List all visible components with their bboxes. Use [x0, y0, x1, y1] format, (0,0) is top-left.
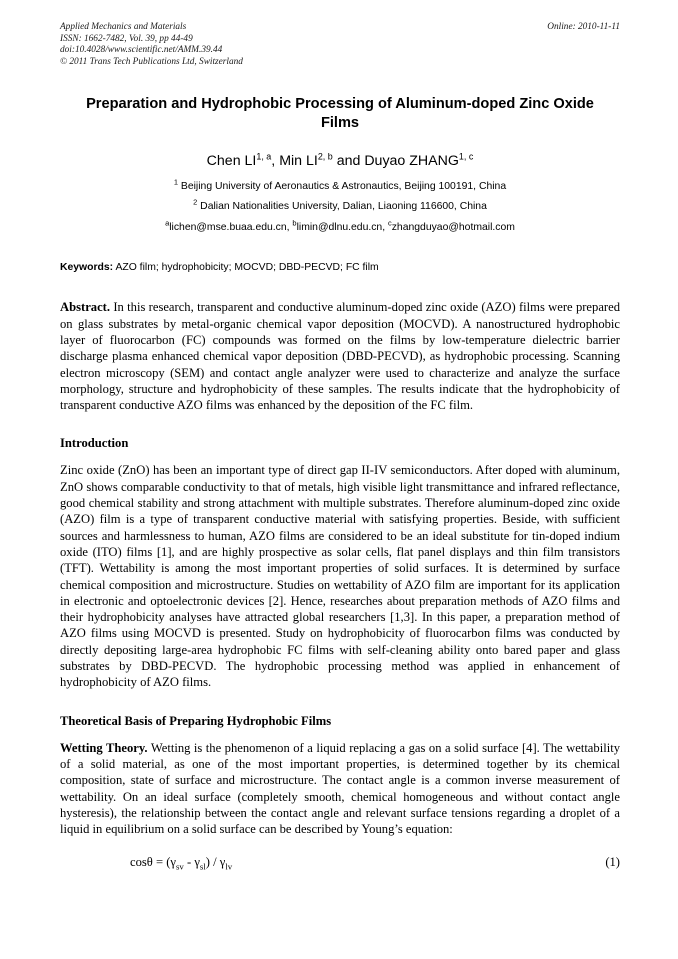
section-heading-introduction: Introduction — [60, 436, 129, 451]
author-separator-2: and — [332, 153, 365, 170]
affiliation-1-text: Beijing University of Aeronautics & Astronautics, Beijing 100191, China — [178, 181, 507, 193]
journal-doi: doi:10.4028/www.scientific.net/AMM.39.44 — [60, 45, 223, 56]
author-1-name: Chen LI — [206, 153, 257, 170]
journal-header — [60, 22, 620, 68]
wetting-theory-paragraph — [60, 740, 620, 838]
keywords-line — [60, 261, 620, 275]
section-heading-theoretical-basis: Theoretical Basis of Preparing Hydrophobic Films — [60, 713, 332, 728]
email-2[interactable]: limin@dlnu.edu.cn, — [296, 222, 388, 234]
affiliation-2-marker: 2 — [193, 197, 198, 207]
equation-subscript-sl: sl — [199, 861, 206, 872]
equation-1-row — [60, 855, 620, 875]
abstract-label: Abstract. — [60, 300, 111, 315]
affiliation-2-text: Dalian Nationalities University, Dalian, Liaoning 116600, China — [197, 201, 487, 213]
equation-subscript-lv: lv — [225, 861, 233, 872]
abstract-text: In this research, transparent and conductive aluminum-doped zinc oxide (AZO) films were prepared on glass substrates by metal-organic chemical vapor deposition (MOCVD). A nanostructured hydrophobic layer of fluorocarbon (FC) compounds was formed on the films by low-temperature dielectric barrier discharge plasma enhanced chemical vapor deposition (DBD-PECVD), as hydrophobic processing. Scanning electron microscopy (SEM) and contact angle analyzer were used to characterize and analyze the surface morphology, structure and hydrophobicity of these samples. The results indicate that the hydrophobicity of transparent conductive AZO films was enhanced by the deposition of the FC film. — [60, 300, 620, 413]
email-3-marker: c — [388, 218, 392, 228]
equation-tail: ) / γ — [205, 855, 226, 870]
author-list — [60, 152, 620, 170]
author-1-affil-marker: 1, a — [256, 151, 272, 162]
equation-lhs: cosθ = (γ — [130, 855, 176, 870]
author-2-name: Min LI — [279, 153, 318, 170]
affiliation-1 — [60, 177, 620, 193]
keywords-value: AZO film; hydrophobicity; MOCVD; DBD-PECVD; FC film — [113, 262, 379, 274]
journal-name: Applied Mechanics and Materials — [60, 22, 187, 32]
affiliation-2 — [60, 197, 620, 213]
abstract-paragraph — [60, 299, 620, 413]
equation-subscript-sv: sv — [175, 861, 184, 872]
email-3[interactable]: zhangduyao@hotmail.com — [391, 222, 515, 234]
page-title: Preparation and Hydrophobic Processing of Aluminum-doped Zinc Oxide Films — [86, 96, 594, 132]
email-1[interactable]: lichen@mse.buaa.edu.cn, — [169, 222, 293, 234]
author-2-affil-marker: 2, b — [317, 151, 333, 162]
email-1-marker: a — [165, 218, 170, 228]
wetting-theory-text: Wetting is the phenomenon of a liquid replacing a gas on a solid surface [4]. The wettability of a solid material, as one of the most important properties, is determined together by its chemical composition, state of surface and microstructure. The contact angle is a common inverse measurement of wettability. On an ideal surface (completely smooth, chemical homogeneous and without contact angle hysteresis), the relationship between the contact angle and relevant surface tensions regarding a droplet of a liquid in equilibrium on a solid surface can be described by Young’s equation: — [60, 740, 620, 837]
author-3-name: Duyao ZHANG — [364, 153, 459, 170]
keywords-label: Keywords: — [60, 262, 114, 274]
equation-1-number: (1) — [605, 855, 620, 870]
page-content — [60, 22, 620, 875]
journal-copyright: © 2011 Trans Tech Publications Ltd, Switzerland — [60, 56, 243, 67]
author-emails — [60, 218, 620, 234]
affiliation-1-marker: 1 — [173, 177, 179, 187]
equation-mid: - γ — [183, 855, 200, 870]
introduction-paragraph: Zinc oxide (ZnO) has been an important type of direct gap II-IV semiconductors. After doped with aluminum, ZnO shows comparable conductivity to that of metals, high visible light transmittance and infrared reflectance, good chemical stability and strong attachment with multiple substrates. Therefore aluminum-doped zinc oxide (AZO) film is a type of transparent conductive material with satisfying properties. Beside, with sufficient sources and harmlessness to human, AZO films are considered to be an ideal substitute for tin-doped indium oxide (ITO) films [1], and are highly prospective as solar cells, flat panel displays and thin film transistors (TFT). Wettability is among the most important properties of solid surfaces. It is determined by surface chemical composition and microstructure. Studies on wettability of AZO film are important for its application in electronic and optoelectronic devices [2]. Hence, researches about preparation methods of AZO films and their hydrophobicity analyses have attracted global researchers [1,3]. In this paper, a preparation method of AZO films using MOCVD is presented. Study on hydrophobicity of fluorocarbon films was conducted by directly depositing large-area hydrophobic FC films with self-cleaning ability onto bared paper and glass substrates by DBD-PECVD. The hydrophobic processing method was applied in enhancement of hydrophobicity of AZO films. — [60, 463, 620, 690]
author-3-affil-marker: 1, c — [458, 151, 474, 162]
equation-1-expression — [130, 855, 232, 870]
author-separator-1: , — [271, 153, 280, 170]
email-2-marker: b — [292, 218, 297, 228]
journal-issn: ISSN: 1662-7482, Vol. 39, pp 44-49 — [60, 33, 193, 44]
wetting-theory-label: Wetting Theory. — [60, 740, 148, 755]
online-date: Online: 2010-11-11 — [547, 22, 620, 32]
